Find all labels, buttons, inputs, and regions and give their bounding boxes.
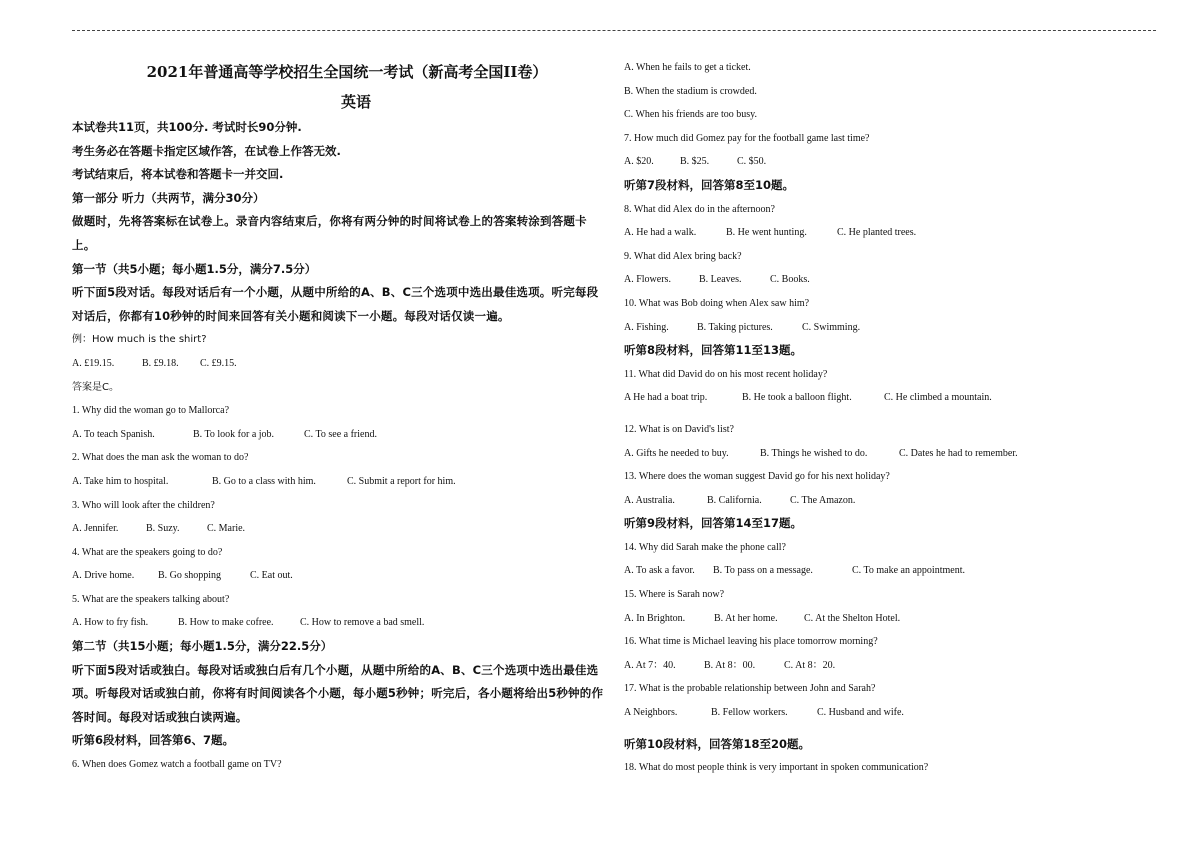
right-column <box>624 56 1144 780</box>
option: B. He took a balloon flight. <box>742 392 852 404</box>
material-heading: 听第10段材料，回答第18至20题。 <box>624 736 811 751</box>
question-options <box>624 150 1144 174</box>
option: B. When the stadium is crowded. <box>624 85 757 97</box>
question: 9. What did Alex bring back? <box>624 250 742 262</box>
option: A. How to fry fish. <box>72 617 149 629</box>
instruction-line: 考试结束后，将本试卷和答题卡一并交回. <box>72 167 284 182</box>
question: 10. What was Bob doing when Alex saw him? <box>624 297 810 309</box>
option: A. To ask a favor. <box>624 565 695 577</box>
question-options <box>624 607 1144 631</box>
question-options <box>72 470 604 494</box>
instruction-line: 本试卷共11页，共100分. 考试时长90分钟. <box>72 120 302 134</box>
option: C. Marie. <box>207 523 246 535</box>
spacer <box>624 725 1144 733</box>
option: C. Eat out. <box>250 570 293 582</box>
option: C. Husband and wife. <box>817 707 904 719</box>
question: 1. Why did the woman go to Mallorca? <box>72 405 230 417</box>
option: B. Things he wished to do. <box>760 447 868 459</box>
option: C. Books. <box>770 274 810 286</box>
option: B. At 8：00. <box>704 659 756 671</box>
option: C. To see a friend. <box>304 428 377 440</box>
option: B. $25. <box>680 156 710 168</box>
part1-heading: 第一部分 听力（共两节，满分30分） <box>72 190 265 205</box>
question: 8. What did Alex do in the afternoon? <box>624 203 775 215</box>
material-heading: 听第9段材料，回答第14至17题。 <box>624 516 803 531</box>
option: C. When his friends are too busy. <box>624 109 758 121</box>
option: B. He went hunting. <box>726 227 807 239</box>
option: B. Go shopping <box>158 570 222 582</box>
question-options <box>624 489 1144 513</box>
option: B. Fellow workers. <box>711 707 788 719</box>
question: 15. Where is Sarah now? <box>624 589 725 601</box>
option: C. Swimming. <box>802 321 861 333</box>
option: C. Dates he had to remember. <box>899 447 1018 459</box>
subject-title: 英语 <box>340 93 371 111</box>
option: C. How to remove a bad smell. <box>300 617 425 629</box>
option: A. Drive home. <box>72 570 135 582</box>
option: A. In Brighton. <box>624 612 686 624</box>
option: A. Gifts he needed to buy. <box>624 447 729 459</box>
section1-heading: 第一节（共5小题；每小题1.5分，满分7.5分） <box>72 261 317 276</box>
question-options <box>624 386 1144 410</box>
option: A. £19.15. <box>72 357 115 369</box>
question: 18. What do most people think is very important in spoken communication? <box>624 762 929 774</box>
option: A. Take him to hospital. <box>72 475 169 487</box>
option: B. California. <box>707 494 762 506</box>
question: 4. What are the speakers going to do? <box>72 546 223 558</box>
option: B. £9.18. <box>142 357 179 369</box>
question: 5. What are the speakers talking about? <box>72 593 230 605</box>
option: C. $50. <box>737 156 767 168</box>
option: C. £9.15. <box>200 357 237 369</box>
example-answer-text: 答案是C。 <box>72 381 119 393</box>
option: B. Leaves. <box>699 274 742 286</box>
question-options <box>624 268 1144 292</box>
material-heading: 听第6段材料，回答第6、7题。 <box>72 733 235 748</box>
option: B. Taking pictures. <box>697 321 773 333</box>
example-question-text: 例：How much is the shirt? <box>72 334 207 346</box>
question-options <box>72 564 604 588</box>
option: A Neighbors. <box>624 707 678 719</box>
question-options <box>72 423 604 447</box>
option: C. At the Shelton Hotel. <box>804 612 901 624</box>
question: 6. When does Gomez watch a football game on TV? <box>72 759 282 771</box>
option: A. Fishing. <box>624 321 669 333</box>
question: 17. What is the probable relationship between John and Sarah? <box>624 683 876 695</box>
option: B. At her home. <box>714 612 778 624</box>
question-options <box>624 221 1144 245</box>
example-options <box>72 352 604 376</box>
option: A. $20. <box>624 156 654 168</box>
option: B. To look for a job. <box>193 428 275 440</box>
part1-intro: 做题时，先将答案标在试卷上。录音内容结束后，你将有两分钟的时间将试卷上的答案转涂到答题卡上。 <box>72 214 587 252</box>
option: C. Submit a report for him. <box>347 475 456 487</box>
option: A. Jennifer. <box>72 523 119 535</box>
example-answer <box>72 376 604 400</box>
section2-heading: 第二节（共15小题；每小题1.5分，满分22.5分） <box>72 639 333 654</box>
question-options <box>624 701 1144 725</box>
option: A. To teach Spanish. <box>72 428 155 440</box>
example-question <box>72 328 604 352</box>
question: 11. What did David do on his most recent holiday? <box>624 368 828 380</box>
spacer <box>624 410 1144 418</box>
option: A He had a boat trip. <box>624 392 708 404</box>
question: 12. What is on David's list? <box>624 423 734 435</box>
question: 16. What time is Michael leaving his place tomorrow morning? <box>624 636 878 648</box>
material-heading: 听第8段材料，回答第11至13题。 <box>624 343 803 358</box>
question-options <box>72 517 604 541</box>
question: 14. Why did Sarah make the phone call? <box>624 541 786 553</box>
option: B. Go to a class with him. <box>212 475 316 487</box>
question-options <box>72 611 604 635</box>
section1-intro: 听下面5段对话。每段对话后有一个小题，从题中所给的A、B、C三个选项中选出最佳选项。听完每段对话后，你都有10秒钟的时间来回答有关小题和阅读下一小题。每段对话仅读一遍。 <box>72 285 599 323</box>
option: A. At 7：40. <box>624 659 676 671</box>
section2-intro: 听下面5段对话或独白。每段对话或独白后有几个小题，从题中所给的A、B、C三个选项中选出最佳选项。听每段对话或独白前，你将有时间阅读各个小题，每小题5秒钟；听完后，各小题将给出5秒钟的作答时间。每段对话或独白读两遍。 <box>72 662 604 724</box>
question-options <box>624 442 1144 466</box>
option: A. Australia. <box>624 494 675 506</box>
material-heading: 听第7段材料，回答第8至10题。 <box>624 177 795 192</box>
option: B. Suzy. <box>146 523 180 535</box>
question-options <box>624 654 1144 678</box>
question: 7. How much did Gomez pay for the football game last time? <box>624 132 870 144</box>
option: C. To make an appointment. <box>852 565 965 577</box>
option: B. How to make cofree. <box>178 617 274 629</box>
question: 13. Where does the woman suggest David go for his next holiday? <box>624 471 890 483</box>
header-rule <box>72 30 1156 31</box>
page-title: 2021年普通高等学校招生全国统一考试（新高考全国II卷） <box>146 63 548 81</box>
question: 2. What does the man ask the woman to do? <box>72 452 249 464</box>
option: A. He had a walk. <box>624 227 697 239</box>
option: A. Flowers. <box>624 274 671 286</box>
question: 3. Who will look after the children? <box>72 499 215 511</box>
option: C. He climbed a mountain. <box>884 392 992 404</box>
left-column <box>72 56 604 777</box>
option: B. To pass on a message. <box>713 565 813 577</box>
question-options <box>624 559 1144 583</box>
question-options <box>624 316 1144 340</box>
option: C. At 8：20. <box>784 659 836 671</box>
option: A. When he fails to get a ticket. <box>624 62 751 73</box>
option: C. He planted trees. <box>837 227 917 239</box>
instruction-line: 考生务必在答题卡指定区域作答，在试卷上作答无效. <box>72 143 341 158</box>
option: C. The Amazon. <box>790 494 856 506</box>
